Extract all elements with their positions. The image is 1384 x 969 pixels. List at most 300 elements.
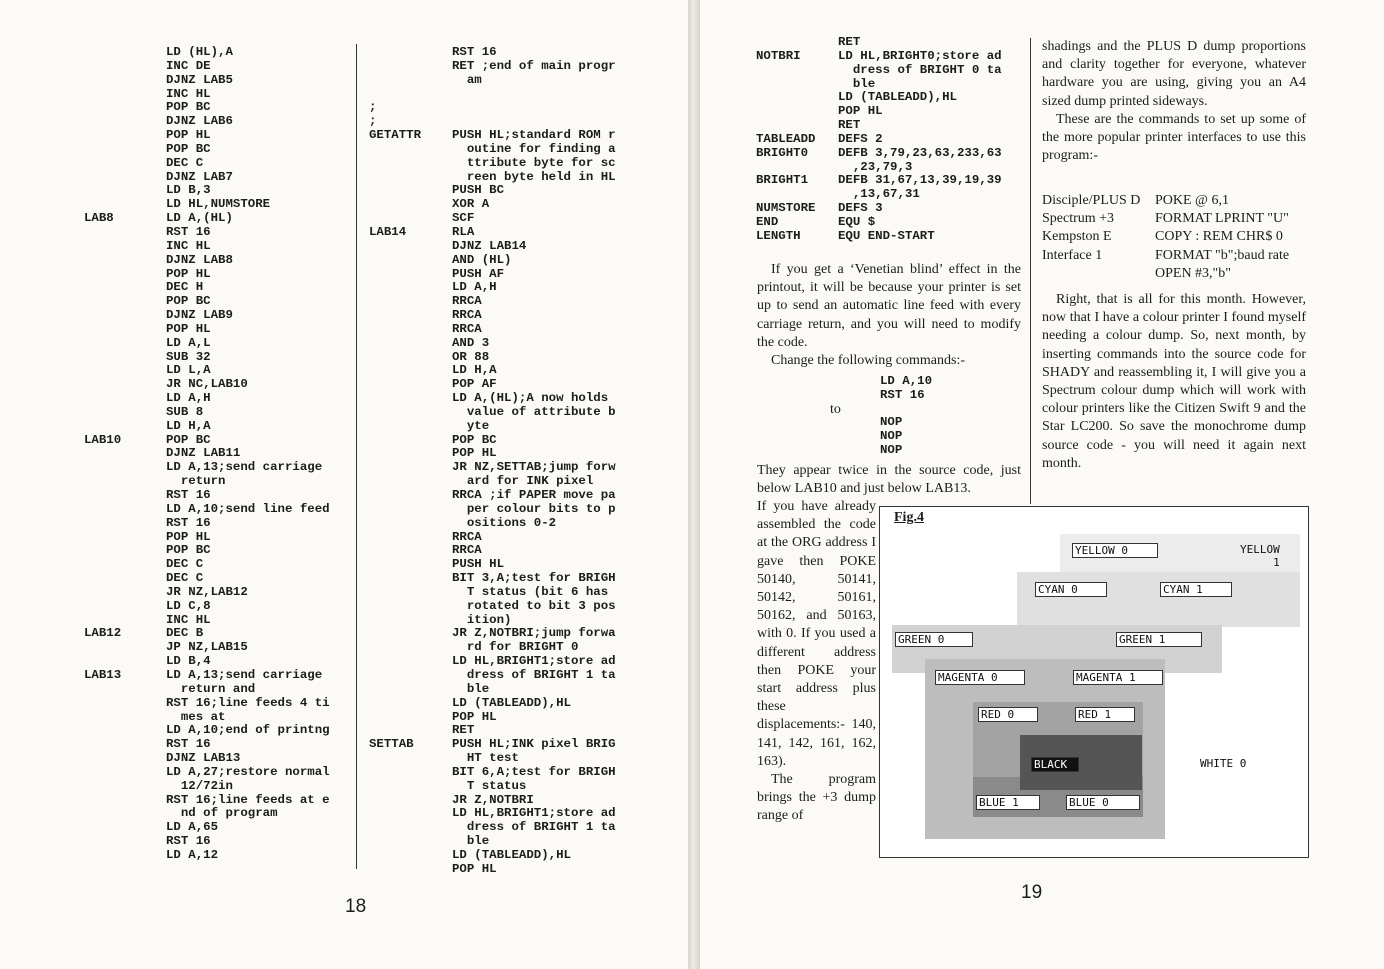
code-instruction: RST 16 (166, 515, 211, 530)
code-line (369, 171, 669, 185)
code-line (84, 309, 354, 323)
code-line (84, 406, 354, 420)
yellow-0-label: YELLOW 0 (1072, 543, 1158, 558)
code-instruction: LD A,(HL) (166, 211, 233, 226)
code-line (756, 50, 1036, 64)
code-line (369, 364, 669, 378)
code-instruction: LD C,8 (166, 598, 211, 613)
code-instruction: POP BC (166, 100, 211, 115)
code-line (84, 129, 354, 143)
code-instruction: ble (452, 681, 490, 696)
code-instruction: PUSH HL;standard ROM r (452, 128, 616, 143)
code-line (84, 475, 354, 489)
code-instruction: LD HL,BRIGHT1;store ad (452, 654, 616, 669)
code-line (84, 669, 354, 683)
code-instruction: POP HL (166, 321, 211, 336)
interface-row (1042, 265, 1312, 283)
red-0-label: RED 0 (978, 707, 1038, 722)
code-instruction: DEFB 3,79,23,63,233,63 (838, 145, 1002, 160)
code-instruction: POP HL (452, 709, 497, 724)
code-instruction: RET (452, 723, 475, 738)
commands-from: LD A,10 RST 16 (880, 374, 933, 402)
code-line (369, 697, 669, 711)
code-line (369, 323, 669, 337)
code-instruction: JP NZ,LAB15 (166, 640, 248, 655)
code-instruction: PUSH AF (452, 266, 505, 281)
page-number: 18 (345, 896, 367, 917)
code-instruction: LD A,13;send carriage (166, 460, 323, 475)
code-label: LENGTH (756, 228, 801, 243)
interface-row (1042, 210, 1312, 228)
code-instruction: POP HL (838, 104, 883, 119)
interface-command: FORMAT "b";baud rate (1155, 247, 1290, 263)
code-line (369, 60, 669, 74)
code-instruction: LD H,A (452, 363, 497, 378)
code-line (369, 627, 669, 641)
code-line (369, 766, 669, 780)
code-instruction: nd of program (166, 806, 278, 821)
interface-row (1042, 192, 1312, 210)
code-instruction: LD (TABLEADD),HL (452, 695, 571, 710)
code-instruction: LD HL,NUMSTORE (166, 197, 271, 212)
cyan-0-label: CYAN 0 (1035, 582, 1107, 597)
code-instruction: value of attribute b (452, 404, 616, 419)
code-instruction: LD (HL),A (166, 45, 233, 59)
code-line (369, 157, 669, 171)
code-instruction: yte (452, 418, 490, 433)
code-line (84, 641, 354, 655)
code-line (369, 572, 669, 586)
code-instruction: RST 16;line feeds at e (166, 792, 330, 807)
black-label: BLACK (1031, 757, 1079, 772)
code-instruction: POP HL (166, 266, 211, 281)
code-line (84, 655, 354, 669)
code-instruction: EQU END-START (838, 228, 935, 243)
code-line (84, 517, 354, 531)
code-line (84, 226, 354, 240)
code-line (369, 531, 669, 545)
code-line (369, 281, 669, 295)
code-instruction: ,13,67,31 (838, 187, 920, 202)
code-line (369, 101, 669, 115)
code-instruction: ition) (452, 612, 512, 627)
code-instruction: mes at (166, 709, 226, 724)
yellow-1-label: YELLOW 1 (1240, 543, 1280, 569)
code-instruction: T status (452, 778, 527, 793)
code-line (756, 91, 1036, 105)
code-line (369, 586, 669, 600)
cyan-1-label: CYAN 1 (1160, 582, 1232, 597)
code-instruction: RRCA ;if PAPER move pa (452, 488, 616, 502)
code-line (369, 309, 669, 323)
code-instruction: DJNZ LAB7 (166, 169, 233, 184)
code-label: LAB8 (84, 211, 114, 226)
code-instruction: BIT 3,A;test for BRIGH (452, 571, 616, 586)
code-instruction: LD HL,BRIGHT1;store ad (452, 806, 616, 821)
code-line (84, 544, 354, 558)
code-instruction: POP HL (166, 529, 211, 544)
cyan-band (1017, 572, 1300, 627)
code-line (369, 129, 669, 143)
code-instruction: EQU $ (838, 214, 876, 229)
code-line (369, 835, 669, 849)
code-line (369, 461, 669, 475)
code-line (369, 115, 669, 129)
code-label: ; (369, 100, 377, 115)
code-line (369, 268, 669, 282)
code-instruction: JR NZ,SETTAB;jump forw (452, 460, 616, 475)
code-line (84, 337, 354, 351)
code-line (756, 174, 1036, 188)
code-instruction: POP BC (452, 432, 497, 447)
code-line (84, 392, 354, 406)
code-line (84, 849, 354, 863)
code-instruction: LD A,L (166, 335, 211, 350)
code-line (84, 738, 354, 752)
code-instruction: INC DE (166, 58, 211, 73)
code-instruction: T status (bit 6 has (452, 584, 609, 599)
code-instruction: BIT 6,A;test for BRIGH (452, 764, 616, 779)
paragraph-twice: They appear twice in the source code, just below LAB10 and just below LAB13. (757, 463, 1021, 497)
code-instruction: LD A,H (166, 391, 211, 406)
code-instruction: DJNZ LAB5 (166, 72, 233, 87)
white-0-label: WHITE 0 (1200, 757, 1247, 770)
code-line (84, 600, 354, 614)
code-line (84, 254, 354, 268)
paragraph-shadings: shadings and the PLUS D dump proportions and clarity together for everyone, whatever hardware you are using, giving you an A4 sized dump printed sideways. These are the commands to set up some of the more popular printer interfaces to use this program:- (1042, 39, 1306, 164)
column-divider-right (1030, 38, 1031, 504)
book-gutter (688, 0, 700, 969)
code-instruction: RET (838, 35, 861, 49)
code-line (84, 281, 354, 295)
code-instruction: RET ;end of main progr (452, 58, 616, 73)
interface-command: FORMAT LPRINT "U" (1155, 211, 1289, 227)
code-instruction: RRCA (452, 321, 482, 336)
code-instruction: return (166, 474, 226, 489)
code-line (369, 558, 669, 572)
code-instruction: LD A,65 (166, 820, 219, 835)
code-line (756, 133, 1036, 147)
code-line (84, 60, 354, 74)
code-instruction: DEC C (166, 155, 204, 170)
code-instruction: HT test (452, 751, 519, 766)
code-line (369, 711, 669, 725)
code-line (84, 558, 354, 572)
code-instruction: LD A,(HL);A now holds (452, 391, 609, 406)
code-instruction: RRCA (452, 529, 482, 544)
code-line (369, 212, 669, 226)
interface-name: Disciple/PLUS D (1042, 193, 1141, 208)
code-label: BRIGHT1 (756, 173, 809, 188)
interface-command: POKE @ 6,1 (1155, 193, 1229, 208)
code-instruction: rd for BRIGHT 0 (452, 640, 579, 655)
code-line (369, 780, 669, 794)
code-line (369, 600, 669, 614)
code-instruction: LD (TABLEADD),HL (838, 90, 957, 105)
paragraph-right: Right, that is all for this month. However, now that I have a colour printer I found myself needing a colour dump. So, next month, by inserting commands into the source code for SHADY and reassembling it, I will give you a Spectrum colour dump which will work with colour printers like the Citizen Swift 9 and the Star LC200. So save the monochrome dump source code - you will need it again next month. (1042, 292, 1306, 471)
code-instruction: POP BC (166, 141, 211, 156)
code-instruction: am (452, 72, 482, 87)
interface-name: Kempston E (1042, 229, 1112, 245)
code-instruction: RST 16 (166, 488, 211, 502)
code-instruction: PUSH HL (452, 557, 505, 572)
interface-command: OPEN #3,"b" (1155, 265, 1231, 281)
figure-4-colour-shading-chart (879, 506, 1309, 858)
code-line (84, 157, 354, 171)
code-line (84, 627, 354, 641)
code-line (369, 143, 669, 157)
green-1-label: GREEN 1 (1116, 632, 1202, 647)
code-instruction: rotated to bit 3 pos (452, 598, 616, 613)
code-line (369, 489, 669, 503)
code-instruction: LD (TABLEADD),HL (452, 847, 571, 862)
code-line (369, 198, 669, 212)
code-instruction: DEFS 2 (838, 131, 883, 146)
interface-command: COPY : REM CHR$ 0 (1155, 229, 1283, 245)
code-instruction: reen byte held in HL (452, 169, 616, 184)
code-instruction: LD A,27;restore normal (166, 764, 330, 779)
code-instruction: LD A,10;send line feed (166, 501, 330, 516)
code-line (756, 78, 1036, 92)
code-line (369, 226, 669, 240)
code-instruction: LD L,A (166, 363, 211, 378)
code-instruction: POP HL (452, 446, 497, 461)
code-line (369, 794, 669, 808)
code-line (369, 184, 669, 198)
code-line (84, 807, 354, 821)
code-instruction: RST 16 (166, 224, 211, 239)
code-line (369, 240, 669, 254)
code-line (369, 420, 669, 434)
code-line (756, 36, 1036, 50)
code-listing-column-2 (369, 46, 669, 877)
code-line (84, 614, 354, 628)
code-line (84, 268, 354, 282)
code-line (84, 794, 354, 808)
code-line (369, 392, 669, 406)
code-line (84, 115, 354, 129)
to-word: to (830, 402, 841, 417)
code-line (84, 198, 354, 212)
code-label: LAB14 (369, 224, 407, 239)
commands-to: NOP NOP NOP (880, 415, 903, 457)
code-instruction: LD A,H (452, 280, 497, 295)
code-instruction: dress of BRIGHT 1 ta (452, 820, 616, 835)
code-line (84, 171, 354, 185)
code-line (369, 655, 669, 669)
code-label: GETATTR (369, 128, 422, 143)
code-instruction: POP BC (166, 294, 211, 309)
code-instruction: LD B,4 (166, 654, 211, 669)
figure-title: Fig.4 (894, 510, 924, 525)
code-instruction: JR NZ,LAB12 (166, 584, 248, 599)
code-line (84, 503, 354, 517)
page-number: 19 (1021, 882, 1043, 903)
code-listing-column-1 (84, 46, 354, 863)
code-line (84, 724, 354, 738)
code-line (369, 863, 669, 877)
code-line (84, 420, 354, 434)
code-instruction: ble (838, 76, 876, 91)
code-instruction: DJNZ LAB8 (166, 252, 233, 267)
code-line (369, 378, 669, 392)
magenta-0-label: MAGENTA 0 (935, 670, 1025, 685)
blue-1-label: BLUE 1 (976, 795, 1040, 810)
code-line (756, 119, 1036, 133)
code-line (756, 161, 1036, 175)
code-instruction: RST 16;line feeds 4 ti (166, 695, 330, 710)
code-line (84, 572, 354, 586)
code-line (756, 230, 1036, 244)
code-instruction: INC HL (166, 612, 211, 627)
code-instruction: DJNZ LAB6 (166, 114, 233, 129)
code-line (369, 821, 669, 835)
code-instruction: LD B,3 (166, 183, 211, 198)
code-line (84, 835, 354, 849)
code-line (84, 46, 354, 60)
interface-row (1042, 228, 1312, 246)
code-instruction: PUSH HL;INK pixel BRIG (452, 737, 616, 752)
code-instruction: dress of BRIGHT 1 ta (452, 667, 616, 682)
code-line (84, 351, 354, 365)
interface-name: Interface 1 (1042, 247, 1103, 263)
code-instruction: ttribute byte for sc (452, 155, 616, 170)
code-line (369, 74, 669, 88)
code-instruction: ard for INK pixel (452, 474, 594, 489)
code-line (84, 240, 354, 254)
left-page (0, 0, 688, 969)
code-instruction: INC HL (166, 238, 211, 253)
code-instruction: INC HL (166, 86, 211, 101)
code-instruction: RRCA (452, 294, 482, 309)
code-line (369, 724, 669, 738)
interface-commands-table (1042, 192, 1312, 283)
code-instruction: POP BC (166, 432, 211, 447)
code-line (369, 295, 669, 309)
code-instruction: POP BC (166, 543, 211, 558)
code-label: NOTBRI (756, 48, 801, 63)
red-1-label: RED 1 (1075, 707, 1135, 722)
code-line (756, 188, 1036, 202)
code-line (84, 752, 354, 766)
code-instruction: LD H,A (166, 418, 211, 433)
code-label: LAB12 (84, 626, 122, 641)
code-label: TABLEADD (756, 131, 816, 146)
code-line (84, 434, 354, 448)
green-0-label: GREEN 0 (895, 632, 973, 647)
code-instruction: LD A,10;end of printng (166, 723, 330, 738)
code-instruction: ,23,79,3 (838, 159, 913, 174)
code-instruction: DEC H (166, 280, 204, 295)
code-instruction: DEC C (166, 557, 204, 572)
code-line (84, 697, 354, 711)
code-line (756, 147, 1036, 161)
code-line (84, 489, 354, 503)
code-line (84, 212, 354, 226)
code-instruction: outine for finding a (452, 141, 616, 156)
code-line (84, 88, 354, 102)
code-line (84, 683, 354, 697)
code-line (84, 323, 354, 337)
code-line (756, 216, 1036, 230)
code-instruction: XOR A (452, 197, 490, 212)
code-line (369, 669, 669, 683)
blue-0-label: BLUE 0 (1066, 795, 1140, 810)
code-listing-tables (756, 36, 1036, 244)
interface-name: Spectrum +3 (1042, 211, 1115, 227)
code-line (369, 503, 669, 517)
code-line (369, 752, 669, 766)
code-instruction: JR NC,LAB10 (166, 377, 248, 392)
code-label: LAB13 (84, 667, 122, 682)
code-instruction: OR 88 (452, 349, 490, 364)
code-instruction: SCF (452, 211, 475, 226)
code-line (369, 447, 669, 461)
code-instruction: DJNZ LAB9 (166, 308, 233, 323)
code-label: END (756, 214, 779, 229)
code-instruction: JR Z,NOTBRI (452, 792, 534, 807)
code-line (369, 88, 669, 102)
code-instruction: RRCA (452, 308, 482, 323)
interface-row (1042, 247, 1312, 265)
code-instruction: 12/72in (166, 778, 233, 793)
code-line (756, 105, 1036, 119)
code-line (369, 544, 669, 558)
code-line (84, 295, 354, 309)
code-line (369, 46, 669, 60)
code-label: ; (369, 114, 377, 129)
code-instruction: LD A,12 (166, 847, 219, 862)
code-label: BRIGHT0 (756, 145, 809, 160)
code-instruction: LD HL,BRIGHT0;store ad (838, 48, 1002, 63)
code-line (84, 766, 354, 780)
code-line (369, 254, 669, 268)
code-instruction: AND 3 (452, 335, 490, 350)
code-line (369, 641, 669, 655)
code-line (369, 475, 669, 489)
code-line (84, 461, 354, 475)
code-instruction: JR Z,NOTBRI;jump forwa (452, 626, 616, 641)
code-line (756, 202, 1036, 216)
code-label: NUMSTORE (756, 201, 816, 216)
code-instruction: dress of BRIGHT 0 ta (838, 62, 1002, 77)
code-label: LAB10 (84, 432, 122, 447)
column-divider (356, 44, 357, 869)
code-instruction: RLA (452, 224, 475, 239)
code-instruction: SUB 8 (166, 404, 204, 419)
code-instruction: DEFS 3 (838, 201, 883, 216)
code-instruction: RET (838, 118, 861, 133)
code-line (756, 64, 1036, 78)
code-line (369, 614, 669, 628)
paragraph-assembled: If you have already assembled the code at the ORG address I gave then POKE 50140, 50141, 50142, 50161, 50162, and 50163, with 0. If you used a different address then POKE your start address plus these displacements:- 140, 141, 142, 161, 162, 163). The program brings the +3 dump range of (757, 499, 876, 824)
code-line (369, 351, 669, 365)
code-instruction: DJNZ LAB13 (166, 751, 241, 766)
code-instruction: RST 16 (452, 45, 497, 59)
code-instruction: POP HL (166, 128, 211, 143)
code-line (84, 184, 354, 198)
code-label: SETTAB (369, 737, 414, 752)
code-instruction: DEFB 31,67,13,39,19,39 (838, 173, 1002, 188)
code-instruction: AND (HL) (452, 252, 512, 267)
code-line (84, 586, 354, 600)
code-instruction: ositions 0-2 (452, 515, 557, 530)
code-instruction: DJNZ LAB11 (166, 446, 241, 461)
code-line (369, 849, 669, 863)
code-line (369, 337, 669, 351)
code-line (84, 378, 354, 392)
code-instruction: return and (166, 681, 256, 696)
